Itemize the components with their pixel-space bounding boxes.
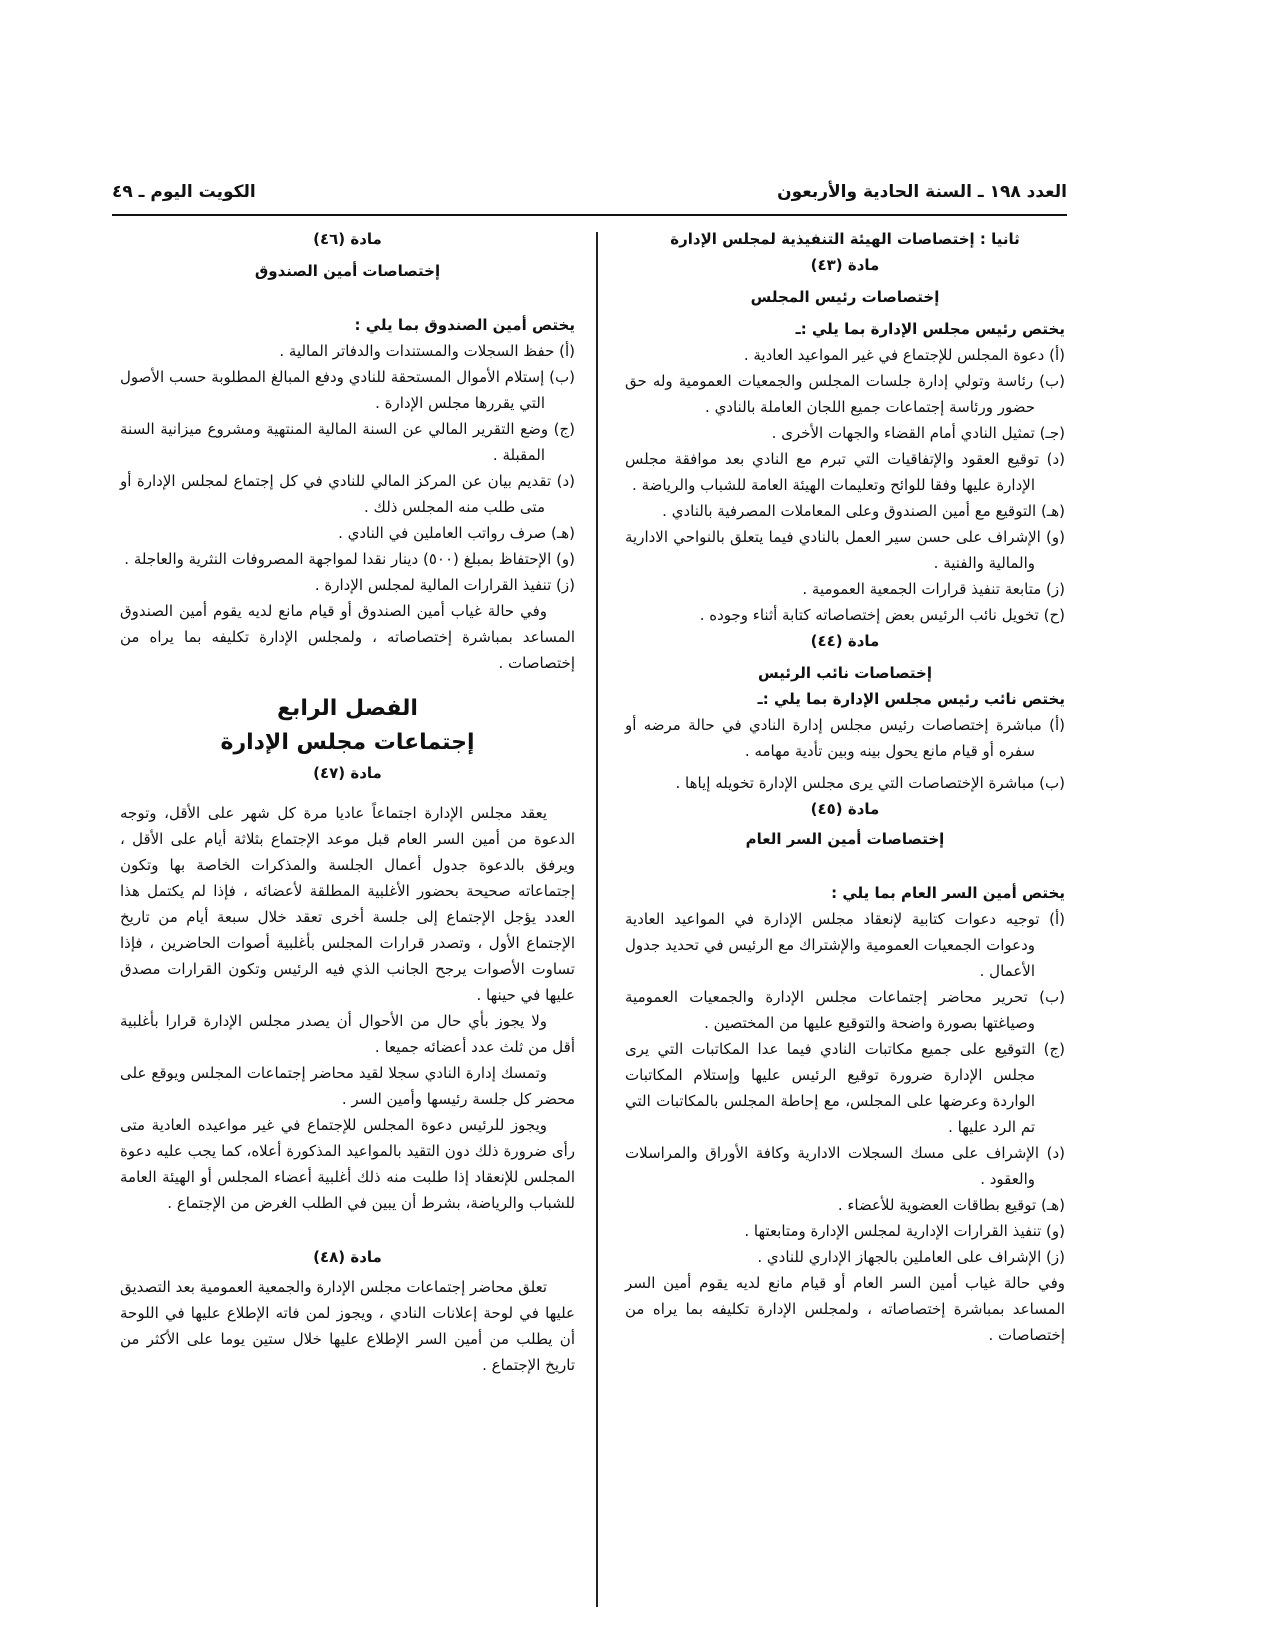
article-45-item: (ب) تحرير محاضر إجتماعات مجلس الإدارة والجمعيات العمومية وصياغتها بصورة واضحة والتوقيع عليها من المختصين . bbox=[625, 988, 1065, 1032]
article-43-item: (جـ) تمثيل النادي أمام القضاء والجهات الأخرى . bbox=[771, 424, 1065, 442]
article-44-item: (أ) مباشرة إختصاصات رئيس مجلس إدارة النادي في حالة مرضه أو سفره أو قيام مانع يحول بينه وبين تأدية مهامه . bbox=[625, 716, 1065, 760]
article-46-closing: وفي حالة غياب أمين الصندوق أو قيام مانع لديه يقوم أمين الصندوق المساعد بمباشرة إختصاصاته ، ولمجلس الإدارة تكليفه بما يراه من إختصاصات . bbox=[120, 602, 575, 672]
article-48-paragraph: تعلق محاضر إجتماعات مجلس الإدارة والجمعية العمومية بعد التصديق عليها في لوحة إعلانات النادي ، ويجوز لمن فاته الإطلاع عليها في اللوحة أن يطلب من أمين السر الإطلاع عليها خلال ستين يوما على الأكثر من تاريخ الإجتماع . bbox=[120, 1278, 575, 1374]
article-43-item: (ز) متابعة تنفيذ قرارات الجمعية العمومية . bbox=[802, 580, 1065, 598]
article-47-paragraph: وتمسك إدارة النادي سجلا لقيد محاضر إجتماعات المجلس ويوقع على محضر كل جلسة رئيسها وأمين السر . bbox=[120, 1064, 575, 1108]
article-44-intro: يختص نائب رئيس مجلس الإدارة بما يلي :ـ bbox=[757, 690, 1065, 708]
article-46-intro: يختص أمين الصندوق بما يلي : bbox=[354, 316, 575, 334]
article-45-title: إختصاصات أمين السر العام bbox=[745, 830, 945, 848]
article-46-item: (د) تقديم بيان عن المركز المالي للنادي في كل إجتماع لمجلس الإدارة أو متى طلب منه المجلس ذلك . bbox=[120, 472, 575, 516]
article-45-heading: مادة (٤٥) bbox=[810, 800, 880, 818]
article-43-item: (و) الإشراف على حسن سير العمل بالنادي فيما يتعلق بالنواحي الادارية والمالية والفنية . bbox=[625, 528, 1065, 572]
article-43-intro: يختص رئيس مجلس الإدارة بما يلي :ـ bbox=[795, 320, 1065, 338]
article-45-item: (ز) الإشراف على العاملين بالجهاز الإداري للنادي . bbox=[757, 1248, 1065, 1266]
article-47-paragraph: يعقد مجلس الإدارة اجتماعاً عاديا مرة كل شهر على الأقل، وتوجه الدعوة من أمين السر العام قبل موعد الإجتماع بثلاثة أيام على الأقل ، ويرفق بالدعوة جدول أعمال الجلسة والمذكرات الخاصة بها وتكون إجتماعاته صحيحة بحضور الأغلبية المطلقة لأعضائه ، فإذا لم يكتمل هذا العدد يؤجل الإجتماع إلى جلسة أخرى تعقد خلال سبعة أيام من تاريخ الإجتماع الأول ، وتصدر قرارات المجلس بأغلبية أصوات الحاضرين ، فإذا تساوت الأصوات يرجح الجانب الذي فيه الرئيس وتكون القرارات مصدق عليها في حينها . bbox=[120, 804, 575, 1004]
article-44-item: (ب) مباشرة الإختصاصات التي يرى مجلس الإدارة تخويله إياها . bbox=[675, 774, 1065, 792]
article-47-heading: مادة (٤٧) bbox=[313, 764, 382, 782]
page-header bbox=[112, 182, 1067, 216]
article-46-title: إختصاصات أمين الصندوق bbox=[254, 262, 441, 280]
right-column bbox=[625, 226, 1065, 1348]
article-46-item: (أ) حفظ السجلات والمستندات والدفاتر المالية . bbox=[279, 342, 575, 360]
article-46-item: (ج) وضع التقرير المالي عن السنة المالية المنتهية ومشروع ميزانية السنة المقبلة . bbox=[120, 420, 575, 464]
article-43-item: (هـ) التوقيع مع أمين الصندوق وعلى المعاملات المصرفية بالنادي . bbox=[662, 502, 1065, 520]
article-43-item: (أ) دعوة المجلس للإجتماع في غير المواعيد العادية . bbox=[743, 346, 1065, 364]
article-47-paragraph: ويجوز للرئيس دعوة المجلس للإجتماع في غير مواعيده العادية متى رأى ضرورة ذلك دون التقيد بالمواعيد المذكورة أعلاه، كما يجب عليه دعوة المجلس للإنعقاد إذا طلبت منه ذلك أغلبية أعضاء المجلس أو الهيئة العامة للشباب والرياضة، بشرط أن يبين في الطلب الغرض من الإجتماع . bbox=[120, 1116, 575, 1212]
article-43-heading: مادة (٤٣) bbox=[810, 256, 880, 274]
article-45-item: (هـ) توقيع بطاقات العضوية للأعضاء . bbox=[837, 1196, 1065, 1214]
article-45-item: (أ) توجيه دعوات كتابية لإنعقاد مجلس الإدارة في المواعيد العادية ودعوات الجمعيات العمومية والإشتراك مع الرئيس في تحديد جدول الأعمال . bbox=[625, 910, 1065, 980]
article-43-item: (ب) رئاسة وتولي إدارة جلسات المجلس والجمعيات العمومية وله حق حضور ورئاسة إجتماعات جميع اللجان العاملة بالنادي . bbox=[625, 372, 1065, 416]
article-45-intro: يختص أمين السر العام بما يلي : bbox=[831, 884, 1065, 902]
article-46-item: (ب) إستلام الأموال المستحقة للنادي ودفع المبالغ المطلوبة حسب الأصول التي يقررها مجلس الإدارة . bbox=[120, 368, 575, 412]
article-43-item: (ح) تخويل نائب الرئيس بعض إختصاصاته كتابة أثناء وجوده . bbox=[699, 606, 1065, 624]
section-title: ثانيا : إختصاصات الهيئة التنفيذية لمجلس الإدارة bbox=[670, 230, 1020, 248]
article-46-item: (هـ) صرف رواتب العاملين في النادي . bbox=[338, 524, 575, 542]
publication-title: الكويت اليوم ـ ٤٩ bbox=[112, 182, 256, 202]
left-column bbox=[120, 226, 575, 1378]
article-43-title: إختصاصات رئيس المجلس bbox=[750, 288, 940, 306]
article-46-item: (و) الإحتفاظ بمبلغ (٥٠٠) دينار نقدا لمواجهة المصروفات النثرية والعاجلة . bbox=[124, 550, 575, 568]
chapter-title: إجتماعات مجلس الإدارة bbox=[220, 730, 475, 755]
article-43-item: (د) توقيع العقود والإتفاقيات التي تبرم مع النادي بعد موافقة مجلس الإدارة عليها وفقا للوائح وتعليمات الهيئة العامة للشباب والرياضة . bbox=[625, 450, 1065, 494]
issue-label: العدد ١٩٨ ـ السنة الحادية والأربعون bbox=[777, 182, 1067, 202]
article-45-item: (د) الإشراف على مسك السجلات الادارية وكافة الأوراق والمراسلات والعقود . bbox=[625, 1144, 1065, 1188]
article-46-heading: مادة (٤٦) bbox=[313, 230, 382, 248]
article-44-heading: مادة (٤٤) bbox=[810, 632, 880, 650]
chapter-heading: الفصل الرابع bbox=[277, 696, 418, 721]
article-44-title: إختصاصات نائب الرئيس bbox=[758, 664, 932, 682]
article-46-item: (ز) تنفيذ القرارات المالية لمجلس الإدارة . bbox=[314, 576, 575, 594]
article-45-closing: وفي حالة غياب أمين السر العام أو قيام مانع لديه يقوم أمين السر المساعد بمباشرة إختصاصاته ، ولمجلس الإدارة تكليفه بما يراه من إختصاصات . bbox=[625, 1274, 1065, 1344]
header-rule bbox=[112, 214, 1067, 216]
column-divider bbox=[596, 232, 598, 1607]
article-48-heading: مادة (٤٨) bbox=[313, 1248, 382, 1266]
article-47-paragraph: ولا يجوز بأي حال من الأحوال أن يصدر مجلس الإدارة قرارا بأغلبية أقل من ثلث عدد أعضائه جميعا . bbox=[120, 1012, 575, 1056]
article-45-item: (و) تنفيذ القرارات الإدارية لمجلس الإدارة ومتابعتها . bbox=[744, 1222, 1065, 1240]
article-45-item: (ج) التوقيع على جميع مكاتبات النادي فيما عدا المكاتبات التي يرى مجلس الإدارة ضرورة توقيع الرئيس عليها وإستلام المكاتبات الواردة وعرضها على المجلس، مع إحاطة المجلس بالمكاتبات التي تم الرد عليها . bbox=[625, 1040, 1065, 1136]
